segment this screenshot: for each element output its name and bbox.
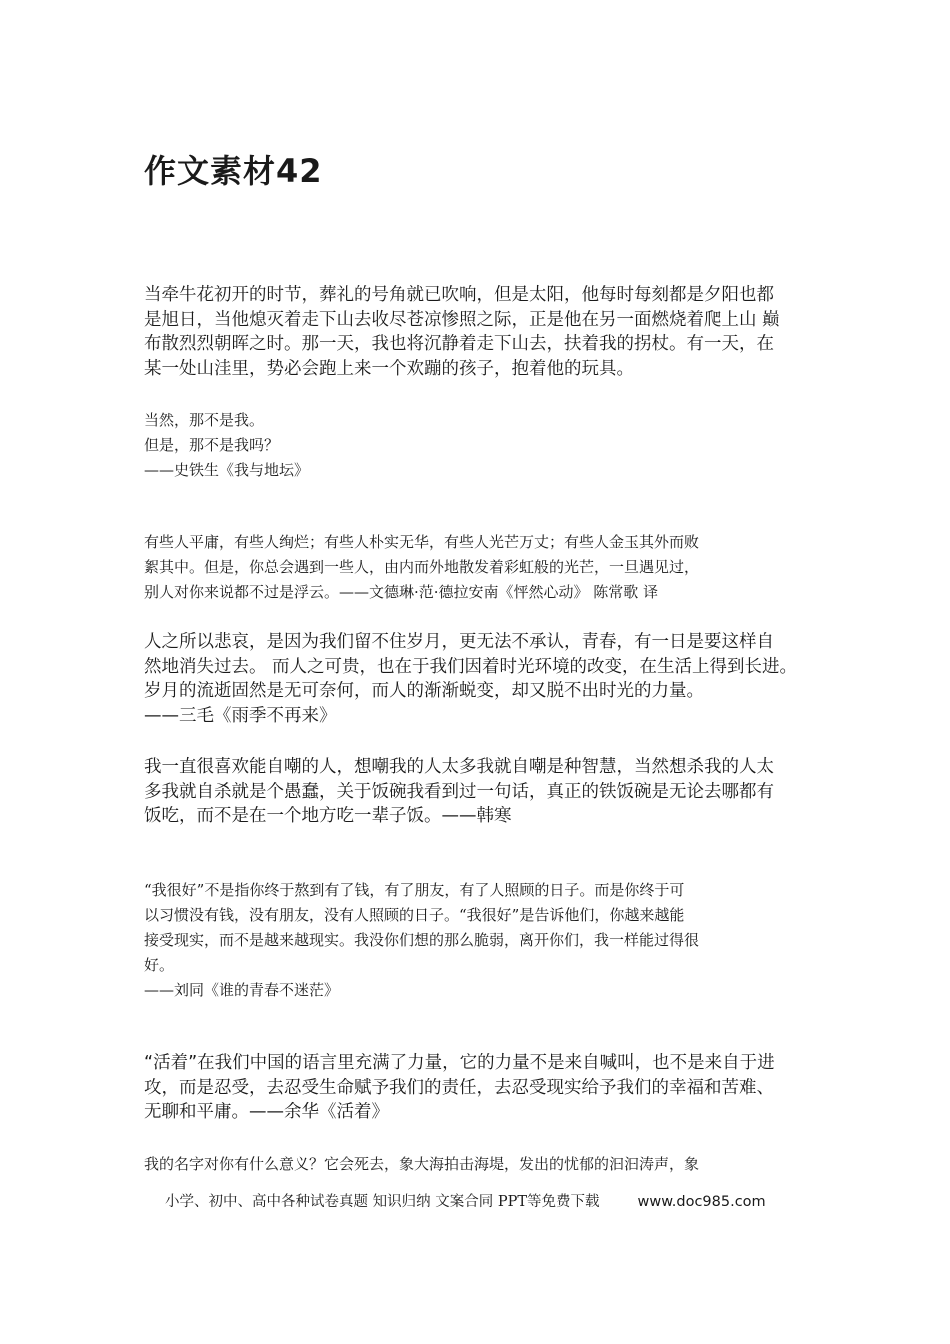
paragraph-2	[144, 408, 824, 483]
paragraph-8	[144, 1152, 824, 1177]
quote-attribution: ——刘同《谁的青春不迷茫》	[144, 981, 340, 999]
paragraph-7	[144, 1051, 824, 1125]
text-line: 无聊和平庸。——余华《活着》	[144, 1102, 389, 1122]
text-line: “活着”在我们中国的语言里充满了力量，它的力量不是来自喊叫，也不是来自于进	[144, 1053, 775, 1073]
text-line: 我的名字对你有什么意义？它会死去，象大海拍击海堤，发出的忧郁的汩汩涛声，象	[144, 1155, 700, 1173]
text-line: 多我就自杀就是个愚蠢，关于饭碗我看到过一句话，真正的铁饭碗是无论去哪都有	[144, 781, 774, 802]
text-line: 别人对你来说都不过是浮云。——文德琳·范·德拉安南《怦然心动》 陈常歌 译	[144, 583, 659, 601]
text-line: 是旭日，当他熄灭着走下山去收尽苍凉惨照之际，正是他在另一面燃烧着爬上山 巅	[144, 309, 780, 330]
text-line: 人之所以悲哀，是因为我们留不住岁月，更无法不承认，青春，有一日是要这样自	[144, 632, 774, 652]
quote-attribution: ——三毛《雨季不再来》	[144, 705, 337, 726]
page-footer	[165, 1190, 766, 1211]
text-line: 以习惯没有钱，没有朋友，没有人照顾的日子。“我很好”是告诉他们，你越来越能	[144, 906, 685, 924]
text-line: 有些人平庸，有些人绚烂；有些人朴实无华，有些人光芒万丈；有些人金玉其外而败	[144, 533, 700, 551]
paragraph-4	[144, 630, 824, 728]
text-line: “我很好”不是指你终于熬到有了钱，有了朋友，有了人照顾的日子。而是你终于可	[144, 881, 685, 899]
text-line: 饭吃，而不是在一个地方吃一辈子饭。——韩寒	[144, 806, 512, 826]
text-line: 絮其中。但是，你总会遇到一些人，由内而外地散发着彩虹般的光芒，一旦遇见过，	[144, 558, 700, 576]
text-line: 当然，那不是我。	[144, 411, 265, 429]
text-line: 某一处山洼里，势必会跑上来一个欢蹦的孩子，抱着他的玩具。	[144, 358, 634, 379]
paragraph-3	[144, 530, 824, 605]
quote-attribution: ——史铁生《我与地坛》	[144, 461, 310, 479]
text-line: 但是，那不是我吗？	[144, 436, 280, 454]
text-line: 岁月的流逝固然是无可奈何，而人的渐渐蜕变，却又脱不出时光的力量。	[144, 681, 704, 701]
text-line: 布散烈烈朝晖之时。那一天，我也将沉静着走下山去，扶着我的拐杖。有一天，在	[144, 334, 774, 354]
paragraph-1	[144, 283, 824, 381]
paragraph-6	[144, 878, 824, 1003]
document-title: 作文素材42	[144, 152, 323, 190]
text-line: 接受现实，而不是越来越现实。我没你们想的那么脆弱，离开你们，我一样能过得很	[144, 931, 700, 949]
text-line: 攻，而是忍受，去忍受生命赋予我们的责任，去忍受现实给予我们的幸福和苦难、	[144, 1077, 774, 1098]
text-line: 当牵牛花初开的时节，葬礼的号角就已吹响，但是太阳，他每时每刻都是夕阳也都	[144, 285, 774, 305]
footer-text: 小学、初中、高中各种试卷真题 知识归纳 文案合同 PPT等免费下载	[165, 1194, 600, 1210]
text-line: 然地消失过去。 而人之可贵，也在于我们因着时光环境的改变，在生活上得到长进。	[144, 656, 798, 677]
text-line: 我一直很喜欢能自嘲的人，想嘲我的人太多我就自嘲是种智慧，当然想杀我的人太	[144, 757, 774, 777]
footer-url: www.doc985.com	[637, 1194, 766, 1210]
text-line: 好。	[144, 956, 175, 974]
paragraph-5	[144, 755, 824, 829]
